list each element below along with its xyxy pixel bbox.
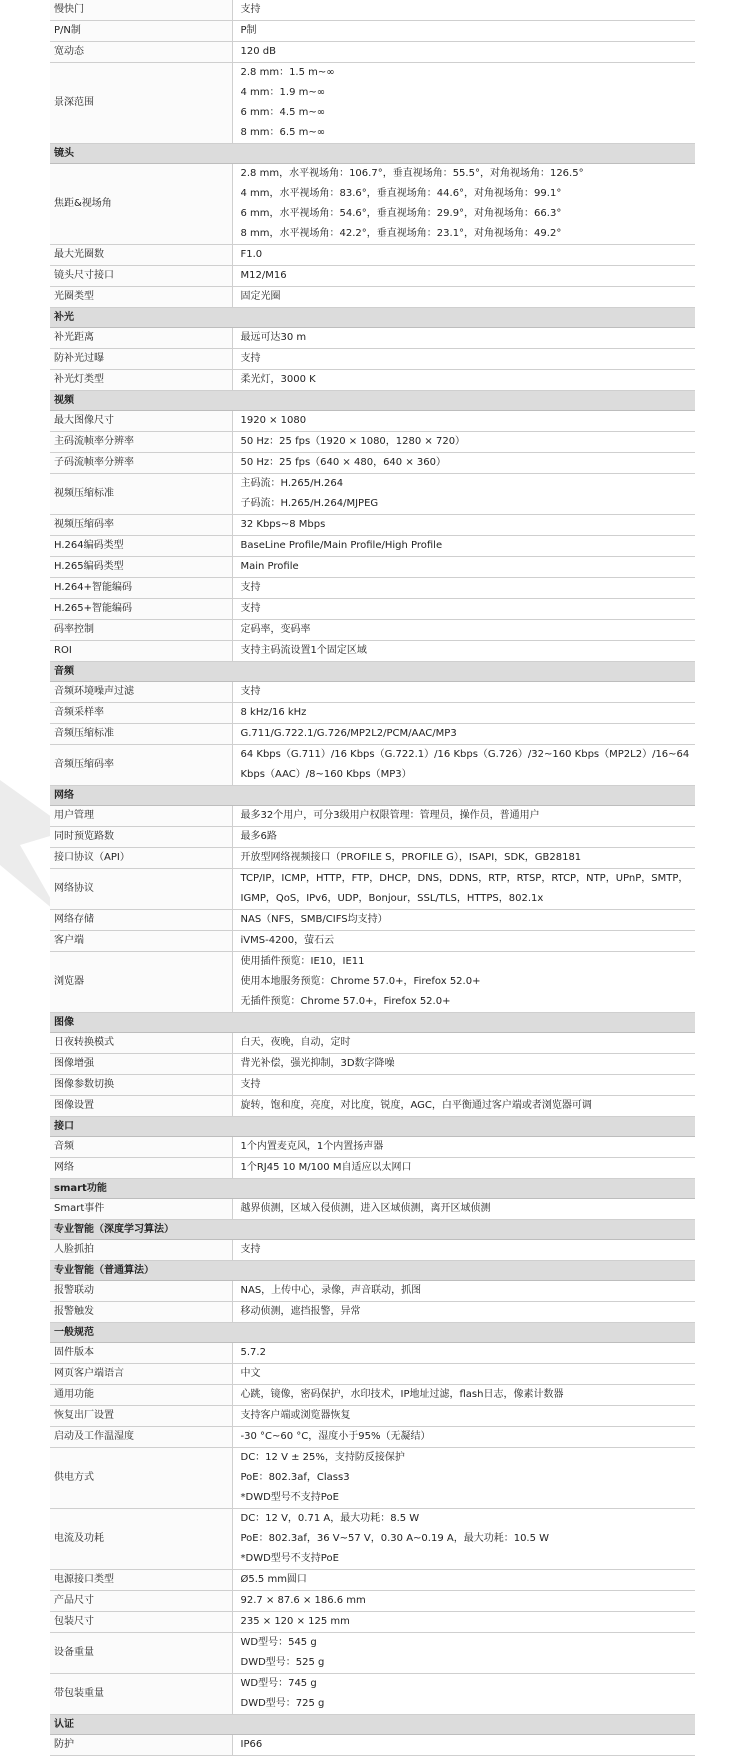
spec-value [232, 1158, 695, 1179]
spec-row [50, 1364, 695, 1385]
section-header [50, 1261, 695, 1281]
spec-value-line: 50 Hz：25 fps（640 × 480，640 × 360） [240, 457, 446, 468]
spec-key: 子码流帧率分辨率 [50, 453, 232, 474]
spec-value-line: F1.0 [240, 249, 263, 260]
spec-row [50, 287, 695, 308]
spec-value [232, 1199, 695, 1220]
spec-value [232, 620, 695, 641]
spec-row [50, 599, 695, 620]
spec-value [232, 63, 695, 144]
spec-value-line: 支持客户端或浏览器恢复 [240, 1410, 351, 1421]
spec-value [232, 1343, 695, 1364]
spec-value [232, 370, 695, 391]
spec-value-line: 4 mm，水平视场角：83.6°，垂直视场角：44.6°，对角视场角：99.1° [240, 188, 562, 199]
spec-row [50, 620, 695, 641]
section-header [50, 1179, 695, 1199]
spec-row [50, 1240, 695, 1261]
spec-row [50, 21, 695, 42]
spec-row [50, 1302, 695, 1323]
spec-value [232, 703, 695, 724]
spec-key: 日夜转换模式 [50, 1033, 232, 1054]
spec-key: 图像增强 [50, 1054, 232, 1075]
spec-key: 人脸抓拍 [50, 1240, 232, 1261]
spec-key: 包装尺寸 [50, 1612, 232, 1633]
spec-value-line: WD型号：545 g [240, 1637, 317, 1648]
spec-row [50, 745, 695, 786]
spec-key: 用户管理 [50, 806, 232, 827]
spec-value [232, 287, 695, 308]
spec-value-line: DC：12 V ± 25%，支持防反接保护 [240, 1452, 405, 1463]
section-title: 网络 [50, 786, 695, 806]
spec-row [50, 432, 695, 453]
spec-row [50, 328, 695, 349]
spec-key: 音频压缩标准 [50, 724, 232, 745]
spec-key: 视频压缩标准 [50, 474, 232, 515]
spec-row [50, 474, 695, 515]
spec-row [50, 1612, 695, 1633]
spec-value-line: 最多6路 [240, 831, 277, 842]
spec-value [232, 1096, 695, 1117]
section-title: 镜头 [50, 144, 695, 164]
spec-value-line: 使用插件预览：IE10，IE11 [240, 956, 365, 967]
spec-value-line: 支持 [240, 603, 261, 614]
spec-value [232, 245, 695, 266]
spec-value-line: 支持 [240, 1244, 261, 1255]
section-header [50, 1013, 695, 1033]
spec-value-line: 6 mm：4.5 m~∞ [240, 107, 326, 118]
spec-key: 电流及功耗 [50, 1509, 232, 1570]
spec-value [232, 1033, 695, 1054]
spec-value [232, 1281, 695, 1302]
spec-key: 景深范围 [50, 63, 232, 144]
spec-key: 固件版本 [50, 1343, 232, 1364]
spec-value-line: 64 Kbps（G.711）/16 Kbps（G.722.1）/16 Kbps（G.726）/32~160 Kbps（MP2L2）/16~64 Kbps（AAC）/8~160 Kbps（MP3） [240, 749, 690, 780]
spec-key: 图像参数切换 [50, 1075, 232, 1096]
spec-row [50, 411, 695, 432]
section-title: 接口 [50, 1117, 695, 1137]
spec-value-line: 使用本地服务预览：Chrome 57.0+，Firefox 52.0+ [240, 976, 481, 987]
spec-value-line: 越界侦测，区域入侵侦测，进入区域侦测，离开区域侦测 [240, 1203, 491, 1214]
spec-value [232, 349, 695, 370]
spec-key: 同时预览路数 [50, 827, 232, 848]
spec-value [232, 1137, 695, 1158]
spec-value-line: 8 mm，水平视场角：42.2°，垂直视场角：23.1°，对角视场角：49.2° [240, 228, 562, 239]
spec-value [232, 578, 695, 599]
spec-row [50, 63, 695, 144]
spec-key: 启动及工作温湿度 [50, 1427, 232, 1448]
spec-value-line: M12/M16 [240, 270, 287, 281]
spec-value [232, 1674, 695, 1715]
spec-value-line: DC：12 V，0.71 A，最大功耗：8.5 W [240, 1513, 420, 1524]
spec-value [232, 432, 695, 453]
spec-row [50, 1075, 695, 1096]
spec-key: 供电方式 [50, 1448, 232, 1509]
spec-row [50, 164, 695, 245]
spec-row [50, 1137, 695, 1158]
spec-row [50, 1199, 695, 1220]
spec-value-line: 2.8 mm，水平视场角：106.7°，垂直视场角：55.5°，对角视场角：126.5° [240, 168, 584, 179]
spec-key: 网络 [50, 1158, 232, 1179]
spec-value-line: TCP/IP，ICMP，HTTP，FTP，DHCP，DNS，DDNS，RTP，RTSP，RTCP，NTP，UPnP，SMTP，IGMP，QoS，IPv6，UDP，Bonjour，SSL/TLS，HTTPS，802.1x [240, 873, 689, 904]
spec-value-line: 心跳，镜像，密码保护，水印技术，IP地址过滤，flash日志，像素计数器 [240, 1389, 564, 1400]
section-title: 认证 [50, 1715, 695, 1735]
spec-value [232, 1570, 695, 1591]
spec-value [232, 869, 695, 910]
spec-value [232, 42, 695, 63]
spec-value-line: G.711/G.722.1/G.726/MP2L2/PCM/AAC/MP3 [240, 728, 457, 739]
spec-key: H.264编码类型 [50, 536, 232, 557]
spec-row [50, 453, 695, 474]
spec-value [232, 1509, 695, 1570]
spec-key: H.265+智能编码 [50, 599, 232, 620]
spec-value-line: 2.8 mm：1.5 m~∞ [240, 67, 335, 78]
spec-value-line: 1920 × 1080 [240, 415, 307, 426]
section-header [50, 786, 695, 806]
spec-key: 光圈类型 [50, 287, 232, 308]
spec-row [50, 1158, 695, 1179]
spec-value-line: 最多32个用户，可分3级用户权限管理：管理员，操作员，普通用户 [240, 810, 540, 821]
spec-value [232, 1385, 695, 1406]
spec-row [50, 245, 695, 266]
spec-key: H.265编码类型 [50, 557, 232, 578]
spec-key: 报警联动 [50, 1281, 232, 1302]
spec-value-line: 旋转，饱和度，亮度，对比度，锐度，AGC，白平衡通过客户端或者浏览器可调 [240, 1100, 592, 1111]
section-title: smart功能 [50, 1179, 695, 1199]
spec-key: 最大光圈数 [50, 245, 232, 266]
spec-value-line: 4 mm：1.9 m~∞ [240, 87, 326, 98]
spec-value-line: 固定光圈 [240, 291, 281, 302]
spec-row [50, 1343, 695, 1364]
section-header [50, 1715, 695, 1735]
spec-row [50, 703, 695, 724]
spec-value-line: 120 dB [240, 46, 276, 57]
spec-row [50, 1054, 695, 1075]
spec-value-line: 1个内置麦克风，1个内置扬声器 [240, 1141, 384, 1152]
spec-value [232, 641, 695, 662]
spec-value-line: Main Profile [240, 561, 299, 572]
spec-row [50, 1033, 695, 1054]
spec-value-line: 8 mm：6.5 m~∞ [240, 127, 326, 138]
spec-table [50, 0, 695, 1756]
spec-row [50, 1674, 695, 1715]
spec-value [232, 515, 695, 536]
spec-value [232, 724, 695, 745]
spec-value [232, 1075, 695, 1096]
spec-row [50, 1096, 695, 1117]
spec-value [232, 1612, 695, 1633]
section-header [50, 144, 695, 164]
spec-value [232, 1406, 695, 1427]
spec-key: Smart事件 [50, 1199, 232, 1220]
spec-value [232, 682, 695, 703]
spec-value-line: *DWD型号不支持PoE [240, 1553, 339, 1564]
spec-row [50, 536, 695, 557]
spec-row [50, 952, 695, 1013]
spec-value-line: 主码流：H.265/H.264 [240, 478, 344, 489]
spec-value [232, 745, 695, 786]
spec-key: 音频环境噪声过滤 [50, 682, 232, 703]
spec-key: 音频 [50, 1137, 232, 1158]
spec-key: 防补光过曝 [50, 349, 232, 370]
spec-value-line: iVMS-4200，萤石云 [240, 935, 335, 946]
spec-value-line: 50 Hz：25 fps（1920 × 1080，1280 × 720） [240, 436, 466, 447]
spec-row [50, 515, 695, 536]
spec-value-line: 5.7.2 [240, 1347, 266, 1358]
spec-row [50, 557, 695, 578]
spec-value [232, 1054, 695, 1075]
section-title: 图像 [50, 1013, 695, 1033]
spec-key: 主码流帧率分辨率 [50, 432, 232, 453]
spec-table-body [50, 0, 695, 1756]
spec-value-line: 中文 [240, 1368, 261, 1379]
spec-key: 网页客户端语言 [50, 1364, 232, 1385]
spec-value-line: DWD型号：725 g [240, 1698, 325, 1709]
spec-value-line: BaseLine Profile/Main Profile/High Profile [240, 540, 443, 551]
spec-value-line: 8 kHz/16 kHz [240, 707, 307, 718]
spec-key: 防护 [50, 1735, 232, 1756]
spec-value [232, 931, 695, 952]
spec-row [50, 1509, 695, 1570]
spec-value-line: -30 °C~60 °C，湿度小于95%（无凝结） [240, 1431, 431, 1442]
spec-value [232, 474, 695, 515]
spec-key: 报警触发 [50, 1302, 232, 1323]
spec-value [232, 806, 695, 827]
spec-value [232, 0, 695, 21]
spec-value-line: IP66 [240, 1739, 263, 1750]
spec-row [50, 1570, 695, 1591]
spec-row [50, 1281, 695, 1302]
spec-key: 通用功能 [50, 1385, 232, 1406]
section-header [50, 1220, 695, 1240]
spec-value [232, 1735, 695, 1756]
spec-value-line: 支持 [240, 582, 261, 593]
spec-row [50, 724, 695, 745]
spec-key: P/N制 [50, 21, 232, 42]
spec-row [50, 848, 695, 869]
section-title: 音频 [50, 662, 695, 682]
section-header [50, 391, 695, 411]
spec-value-line: 移动侦测，遮挡报警，异常 [240, 1306, 361, 1317]
spec-value [232, 1633, 695, 1674]
spec-value [232, 266, 695, 287]
spec-key: 带包装重量 [50, 1674, 232, 1715]
spec-value-line: 6 mm，水平视场角：54.6°，垂直视场角：29.9°，对角视场角：66.3° [240, 208, 562, 219]
spec-row [50, 682, 695, 703]
spec-value [232, 1591, 695, 1612]
spec-value-line: 支持 [240, 686, 261, 697]
spec-row [50, 0, 695, 21]
spec-value [232, 910, 695, 931]
spec-row [50, 641, 695, 662]
spec-value-line: 柔光灯，3000 K [240, 374, 316, 385]
spec-key: 补光灯类型 [50, 370, 232, 391]
spec-value-line: 1个RJ45 10 M/100 M自适应以太网口 [240, 1162, 412, 1173]
spec-key: 镜头尺寸接口 [50, 266, 232, 287]
spec-row [50, 1427, 695, 1448]
spec-value [232, 848, 695, 869]
section-title: 专业智能（普通算法） [50, 1261, 695, 1281]
spec-value-line: NAS，上传中心，录像，声音联动，抓图 [240, 1285, 422, 1296]
spec-value-line: P制 [240, 25, 257, 36]
spec-row [50, 1385, 695, 1406]
section-header [50, 662, 695, 682]
spec-key: 视频压缩码率 [50, 515, 232, 536]
section-header [50, 1117, 695, 1137]
spec-value-line: 235 × 120 × 125 mm [240, 1616, 350, 1627]
spec-value [232, 1364, 695, 1385]
spec-row [50, 578, 695, 599]
spec-value-line: 背光补偿，强光抑制，3D数字降噪 [240, 1058, 395, 1069]
spec-key: 音频压缩码率 [50, 745, 232, 786]
spec-value [232, 536, 695, 557]
spec-row [50, 42, 695, 63]
spec-key: 接口协议（API） [50, 848, 232, 869]
section-title: 视频 [50, 391, 695, 411]
spec-key: H.264+智能编码 [50, 578, 232, 599]
section-title: 补光 [50, 308, 695, 328]
spec-value-line: DWD型号：525 g [240, 1657, 325, 1668]
spec-value-line: 支持 [240, 353, 261, 364]
spec-key: 图像设置 [50, 1096, 232, 1117]
spec-row [50, 349, 695, 370]
spec-key: 补光距离 [50, 328, 232, 349]
spec-value [232, 1448, 695, 1509]
spec-row [50, 806, 695, 827]
spec-row [50, 827, 695, 848]
spec-key: 恢复出厂设置 [50, 1406, 232, 1427]
spec-key: 产品尺寸 [50, 1591, 232, 1612]
spec-value-line: PoE：802.3af，36 V~57 V，0.30 A~0.19 A，最大功耗：10.5 W [240, 1533, 550, 1544]
spec-row [50, 266, 695, 287]
spec-value-line: Ø5.5 mm圆口 [240, 1574, 307, 1585]
spec-key: 码率控制 [50, 620, 232, 641]
spec-value-line: *DWD型号不支持PoE [240, 1492, 339, 1503]
spec-value [232, 827, 695, 848]
spec-value [232, 952, 695, 1013]
spec-key: 设备重量 [50, 1633, 232, 1674]
spec-value-line: WD型号：745 g [240, 1678, 317, 1689]
spec-value [232, 411, 695, 432]
spec-value-line: PoE：802.3af，Class3 [240, 1472, 350, 1483]
spec-key: 慢快门 [50, 0, 232, 21]
spec-row [50, 1406, 695, 1427]
spec-key: 网络协议 [50, 869, 232, 910]
spec-value [232, 1427, 695, 1448]
spec-value-line: 最远可达30 m [240, 332, 307, 343]
spec-row [50, 1448, 695, 1509]
spec-key: 网络存储 [50, 910, 232, 931]
spec-key: 电源接口类型 [50, 1570, 232, 1591]
spec-value [232, 1302, 695, 1323]
spec-value-line: 支持 [240, 4, 261, 15]
spec-value-line: 开放型网络视频接口（PROFILE S，PROFILE G），ISAPI，SDK，GB28181 [240, 852, 582, 863]
spec-value [232, 328, 695, 349]
spec-row [50, 1591, 695, 1612]
spec-value-line: 92.7 × 87.6 × 186.6 mm [240, 1595, 366, 1606]
spec-key: 音频采样率 [50, 703, 232, 724]
spec-key: 宽动态 [50, 42, 232, 63]
spec-row [50, 370, 695, 391]
spec-key: 浏览器 [50, 952, 232, 1013]
spec-row [50, 931, 695, 952]
spec-row [50, 869, 695, 910]
spec-value [232, 21, 695, 42]
spec-row [50, 1735, 695, 1756]
spec-value-line: 无插件预览：Chrome 57.0+，Firefox 52.0+ [240, 996, 451, 1007]
spec-value [232, 164, 695, 245]
spec-value [232, 557, 695, 578]
spec-key: ROI [50, 641, 232, 662]
section-header [50, 1323, 695, 1343]
spec-key: 最大图像尺寸 [50, 411, 232, 432]
spec-value [232, 453, 695, 474]
spec-value-line: 子码流：H.265/H.264/MJPEG [240, 498, 379, 509]
section-title: 一般规范 [50, 1323, 695, 1343]
spec-value [232, 599, 695, 620]
spec-key: 焦距&视场角 [50, 164, 232, 245]
spec-value-line: 支持主码流设置1个固定区域 [240, 645, 367, 656]
spec-value-line: 支持 [240, 1079, 261, 1090]
spec-value-line: 白天，夜晚，自动，定时 [240, 1037, 351, 1048]
spec-value-line: 32 Kbps~8 Mbps [240, 519, 326, 530]
spec-value-line: NAS（NFS，SMB/CIFS均支持） [240, 914, 388, 925]
spec-key: 客户端 [50, 931, 232, 952]
spec-row [50, 1633, 695, 1674]
spec-row [50, 910, 695, 931]
section-header [50, 308, 695, 328]
section-title: 专业智能（深度学习算法） [50, 1220, 695, 1240]
spec-value [232, 1240, 695, 1261]
spec-value-line: 定码率，变码率 [240, 624, 311, 635]
